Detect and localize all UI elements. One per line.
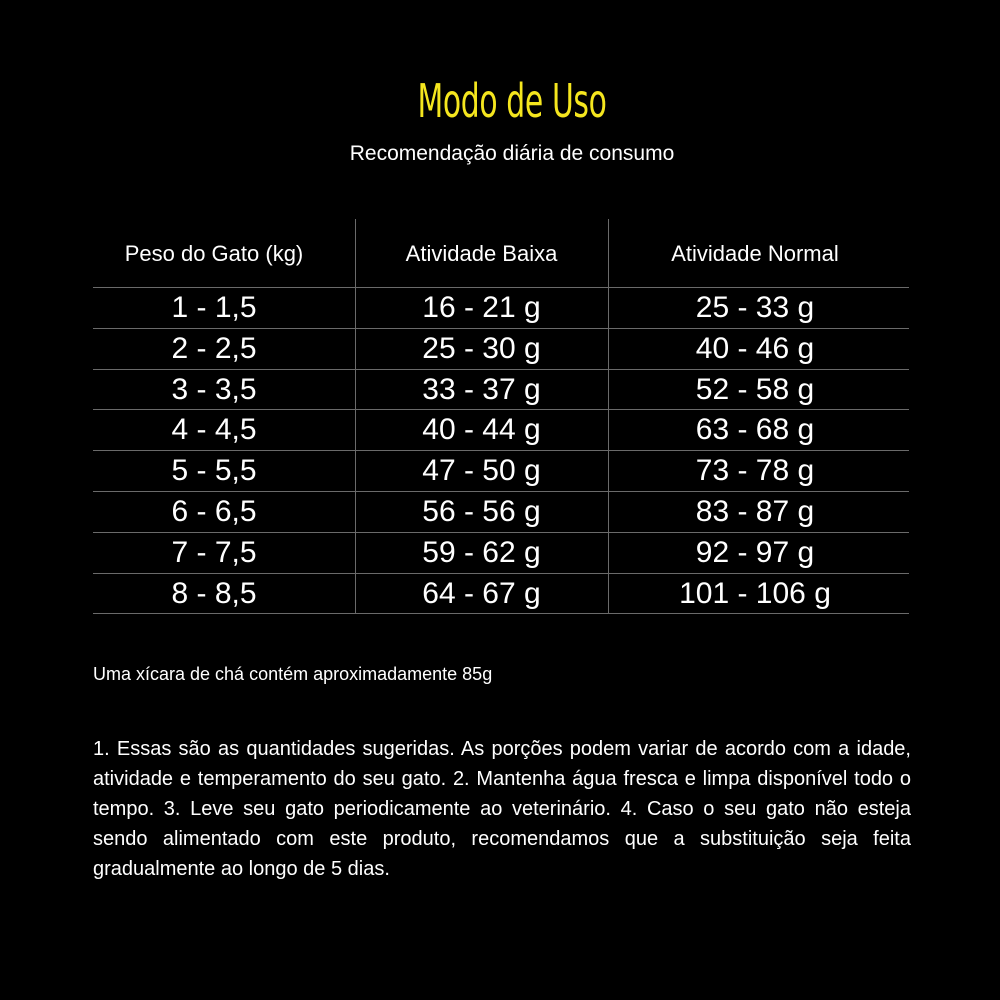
page-title: Modo de Uso	[417, 74, 607, 128]
normal-activity-cell: 63 - 68 g	[695, 413, 815, 447]
weight-cell: 5 - 5,5	[171, 454, 257, 488]
low-activity-cell: 47 - 50 g	[422, 454, 541, 488]
low-activity-cell: 16 - 21 g	[422, 291, 541, 324]
low-activity-cell: 33 - 37 g	[422, 372, 541, 406]
weight-cell: 4 - 4,5	[171, 413, 257, 447]
normal-activity-cell: 25 - 33 g	[695, 291, 815, 324]
normal-activity-cell: 73 - 78 g	[695, 454, 815, 488]
header-low-activity: Atividade Baixa	[405, 241, 558, 266]
weight-cell: 7 - 7,5	[171, 535, 257, 569]
low-activity-cell: 25 - 30 g	[422, 331, 541, 365]
normal-activity-cell: 101 - 106 g	[679, 576, 831, 610]
normal-activity-cell: 52 - 58 g	[695, 372, 815, 406]
header-normal-activity: Atividade Normal	[671, 241, 839, 266]
low-activity-cell: 40 - 44 g	[422, 413, 541, 447]
instructions-text: 1. Essas são as quantidades sugeridas. As porções podem variar de acordo com a idade, atividade e temperamento do seu gato. 2. Mantenha água fresca e limpa disponível todo o tempo. 3. Leve seu gato periodicamente ao veterinário. 4. Caso o seu gato não esteja sendo alimentado com este produto, recomendamos que a substituição seja feita gradualmente ao longo de 5 dias.	[93, 738, 911, 880]
weight-cell: 1 - 1,5	[171, 291, 257, 324]
page-subtitle: Recomendação diária de consumo	[349, 142, 675, 165]
cup-note: Uma xícara de chá contém aproximadamente 85g	[93, 664, 493, 684]
weight-cell: 3 - 3,5	[171, 372, 257, 406]
normal-activity-cell: 40 - 46 g	[695, 331, 815, 365]
weight-cell: 6 - 6,5	[171, 495, 257, 528]
normal-activity-cell: 83 - 87 g	[695, 495, 815, 528]
header-weight: Peso do Gato (kg)	[124, 241, 304, 266]
feeding-table	[93, 219, 909, 614]
low-activity-cell: 59 - 62 g	[422, 535, 541, 569]
low-activity-cell: 56 - 56 g	[422, 495, 541, 528]
weight-cell: 2 - 2,5	[171, 331, 257, 365]
weight-cell: 8 - 8,5	[171, 576, 257, 610]
low-activity-cell: 64 - 67 g	[422, 576, 541, 610]
normal-activity-cell: 92 - 97 g	[695, 535, 815, 569]
